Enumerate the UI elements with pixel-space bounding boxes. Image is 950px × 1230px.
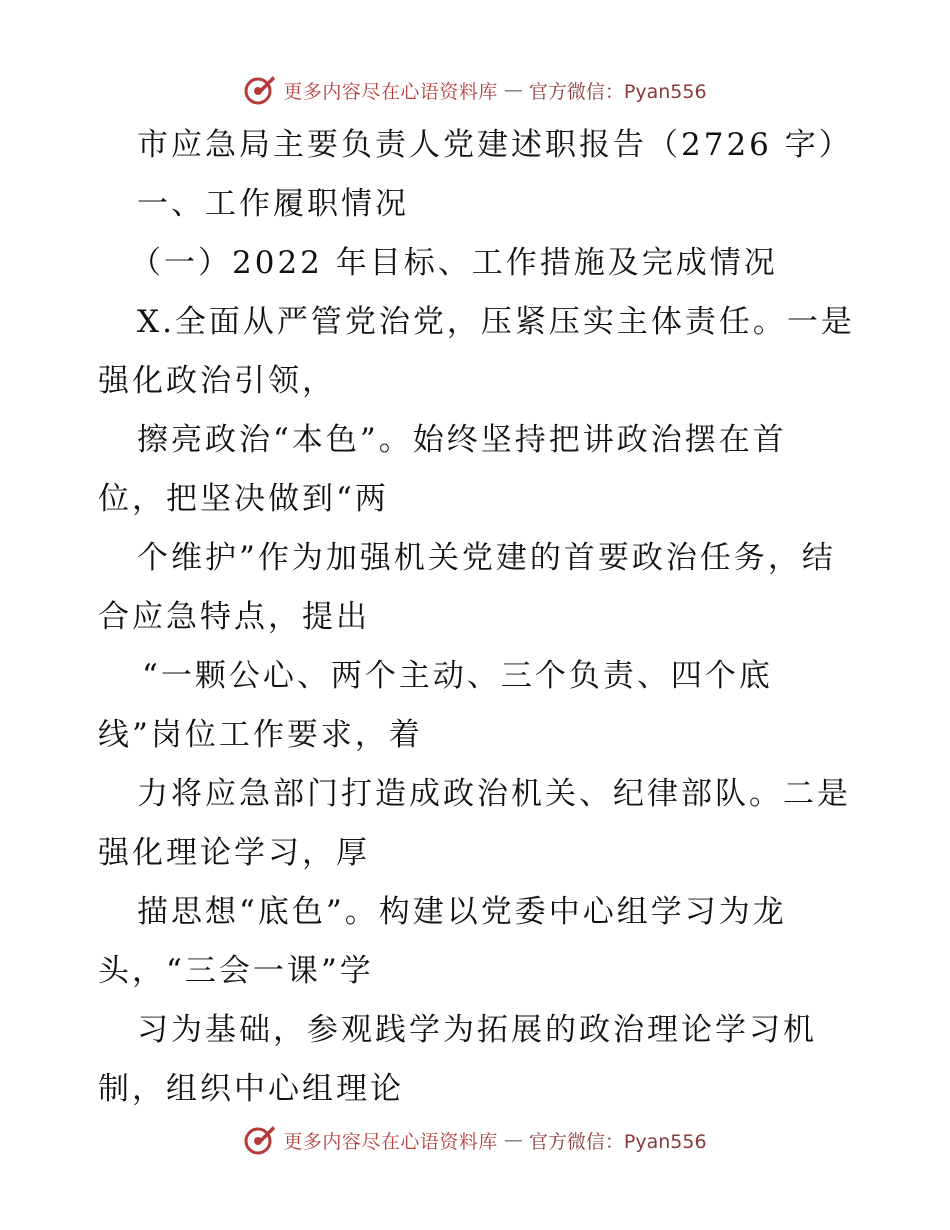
pen-logo-icon	[243, 73, 277, 107]
watermark-separator: —	[503, 1129, 523, 1151]
paragraph-line: 个维护”作为加强机关党建的首要政治任务，结	[137, 540, 836, 576]
watermark-contact: 官方微信：Pyan556	[528, 80, 707, 103]
paragraph-line: 描思想“底色”。构建以党委中心组学习为龙	[137, 894, 787, 930]
document-title: 市应急局主要负责人党建述职报告（2726 字）	[137, 127, 853, 163]
paragraph-line: “一颗公心、两个主动、三个负责、四个底	[142, 658, 773, 694]
footer-watermark	[0, 1120, 950, 1160]
watermark-site-text: 更多内容尽在心语资料库	[283, 1130, 498, 1153]
paragraph-line: 强化政治引领，	[98, 363, 336, 399]
paragraph-line: X.全面从严管党治党，压紧压实主体责任。一是	[137, 304, 855, 340]
paragraph-line: 头，“三会一课”学	[98, 953, 374, 989]
watermark-site-text: 更多内容尽在心语资料库	[283, 80, 498, 103]
paragraph-line: 线”岗位工作要求，着	[98, 717, 423, 753]
section-heading: 一、工作履职情况	[137, 186, 409, 222]
paragraph-line: 位，把坚决做到“两	[98, 481, 389, 517]
paragraph-line: 合应急特点，提出	[98, 599, 370, 635]
header-watermark	[0, 70, 950, 110]
paragraph-line: 强化理论学习，厚	[98, 835, 370, 871]
paragraph-line: 制，组织中心组理论	[98, 1071, 404, 1107]
paragraph-line: 习为基础，参观践学为拓展的政治理论学习机	[137, 1012, 817, 1048]
pen-logo-icon	[243, 1123, 277, 1157]
watermark-contact: 官方微信：Pyan556	[528, 1130, 707, 1153]
paragraph-line: 力将应急部门打造成政治机关、纪律部队。二是	[137, 776, 851, 812]
watermark-separator: —	[503, 79, 523, 101]
subsection-heading: （一）2022 年目标、工作措施及完成情况	[130, 245, 778, 281]
paragraph-line: 擦亮政治“本色”。始终坚持把讲政治摆在首	[137, 422, 787, 458]
